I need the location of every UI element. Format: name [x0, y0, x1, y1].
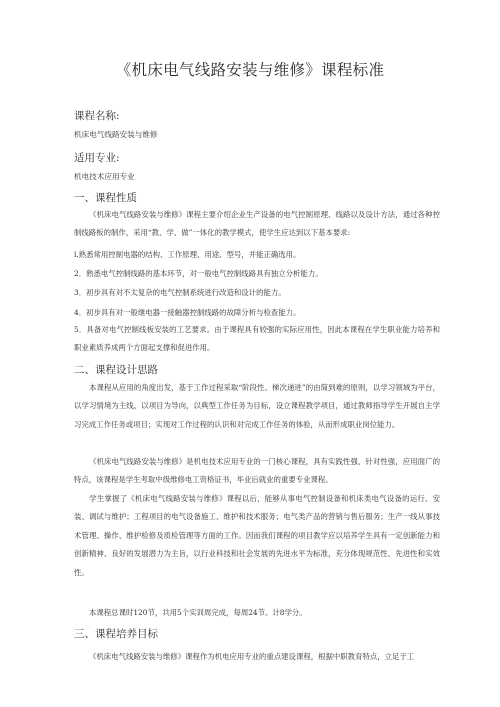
section1-heading: 一、课程性质 — [74, 192, 137, 204]
section2-paragraph-3-text: 学生掌握了《机床电气线路安装与维修》课程以后，能够从事电气控制设备和机床类电气设备的运行、安装、调试与维护；工程项目的电气设备施工、维护和技术服务；电气类产品的营销与售后服务；生产一线从事技术管理、操作、维护检修及质检管理等方面的工作。因而我们课程的项目教学应以培养学生具有一定创新能力和创新精神、良好的发展潜力为主旨，以行业科技和社会发展的先进水平为标准，充分体现规范性、先进性和实效性。 — [74, 494, 440, 577]
section3-paragraph-1 — [74, 651, 440, 662]
section2-heading: 二、课程设计思路 — [74, 364, 158, 376]
major-label: 适用专业: — [74, 152, 120, 164]
section2-paragraph-1-text: 本课程从应用的角度出发，基于工作过程采取“阶段性、梯次递进”的由简到难的原则，以学习领域为平台，以学习情境为主线，以项目为导向，以典型工作任务为目标，设立课程教学项目，通过教师指导学生开展自主学习完成工作任务或项目；实现对工作过程的认识和对完成工作任务的体验，从而形成职业岗位能力。 — [74, 383, 440, 429]
section2-paragraph-3 — [74, 490, 440, 582]
section3-heading: 三、课程培养目标 — [74, 628, 158, 640]
section1-intro-text: 《机床电气线路安装与维修》课程主要介绍企业生产设备的电气控制原理、线路以及设计方法，通过各种控制线路板的制作，采用“教、学、做”一体化的教学模式，使学生应达到以下基本要求: — [74, 210, 440, 238]
course-name-value: 机床电气线路安装与维修 — [74, 130, 158, 139]
section1-intro-paragraph — [74, 206, 440, 243]
major-value: 机电技术应用专业 — [74, 172, 135, 181]
section2-paragraph-2 — [74, 453, 440, 490]
course-name-label: 课程名称: — [74, 110, 120, 122]
section3-paragraph-1-text: 《机床电气线路安装与维修》课程作为机电应用专业的重点建设课程，根据中职教育特点，立足于工 — [89, 652, 415, 661]
section2-paragraph-4 — [74, 607, 440, 618]
section1-item-3: 3．初步具有对不太复杂的电气控制系统进行改造和设计的能力。 — [74, 288, 286, 297]
section2-paragraph-4-text: 本课程总课时120节，共用5个实训周完成，每周24节。计8学分。 — [89, 608, 307, 617]
section1-item-2: 2．熟悉电气控制线路的基本环节，对一般电气控制线路具有独立分析能力。 — [74, 269, 323, 278]
section1-item-5: 5．具备对电气控制线板安装的工艺要求。由于课程具有较强的实际应用性，因此本课程在学生职业能力培养和职业素质养成两个方面起支撑和促进作用。 — [74, 325, 440, 353]
section1-item-1: l.熟悉常用控制电器的结构、工作原理、用途、型号，并能正确选用。 — [74, 250, 301, 259]
section2-paragraph-2-text: 《机床电气线路安装与维修》是机电技术应用专业的一门核心课程，具有实践性强、针对性强，应用面广的特点，该课程是学生考取中级维修电工资格证书，毕业后就业的重要专业课程。 — [74, 457, 440, 485]
page-title: 《机床电气线路安装与维修》课程标准 — [115, 61, 385, 79]
section1-item-4: 4．初步具有对一般继电器一接触器控制线路的故障分析与检查能力。 — [74, 308, 301, 317]
section2-paragraph-1 — [74, 379, 440, 434]
